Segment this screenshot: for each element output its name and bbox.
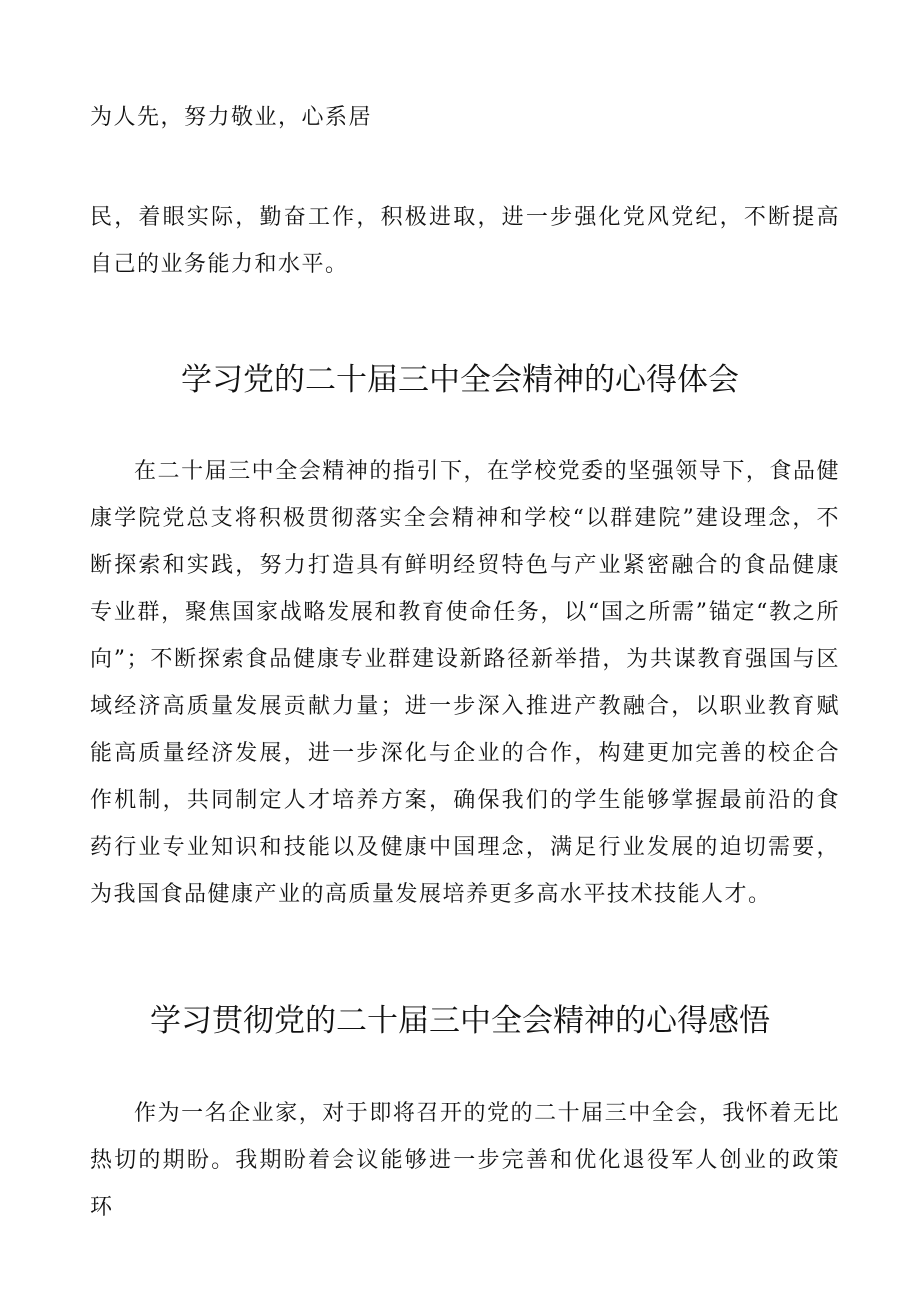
section-body-1: 在二十届三中全会精神的指引下，在学校党委的坚强领导下，食品健康学院党总支将积极贯彻落实全会精神和学校“以群建院”建设理念，不断探索和实践，努力打造具有鲜明经贸特色与产业紧密融合的食品健康专业群，聚焦国家战略发展和教育使命任务，以“国之所需”锚定“教之所向”；不断探索食品健康专业群建设新路径新举措，为共谋教育强国与区域经济高质量发展贡献力量；进一步深入推进产教融合，以职业教育赋能高质量经济发展，进一步深化与企业的合作，构建更加完善的校企合作机制，共同制定人才培养方案，确保我们的学生能够掌握最前沿的食药行业专业知识和技能以及健康中国理念，满足行业发展的迫切需要，为我国食品健康产业的高质量发展培养更多高水平技术技能人才。 xyxy=(90,459,840,907)
section-body-2: 作为一名企业家，对于即将召开的党的二十届三中全会，我怀着无比热切的期盼。我期盼着会议能够进一步完善和优化退役军人创业的政策环 xyxy=(90,1101,840,1220)
fragment-paragraph: 民，着眼实际，勤奋工作，积极进取，进一步强化党风党纪，不断提高自己的业务能力和水平。 xyxy=(90,205,840,277)
section-title-2: 学习贯彻党的二十届三中全会精神的心得感悟 xyxy=(150,1003,770,1039)
section-title-1: 学习党的二十届三中全会精神的心得体会 xyxy=(181,362,739,398)
fragment-line-top: 为人先，努力敬业，心系居 xyxy=(90,105,373,130)
